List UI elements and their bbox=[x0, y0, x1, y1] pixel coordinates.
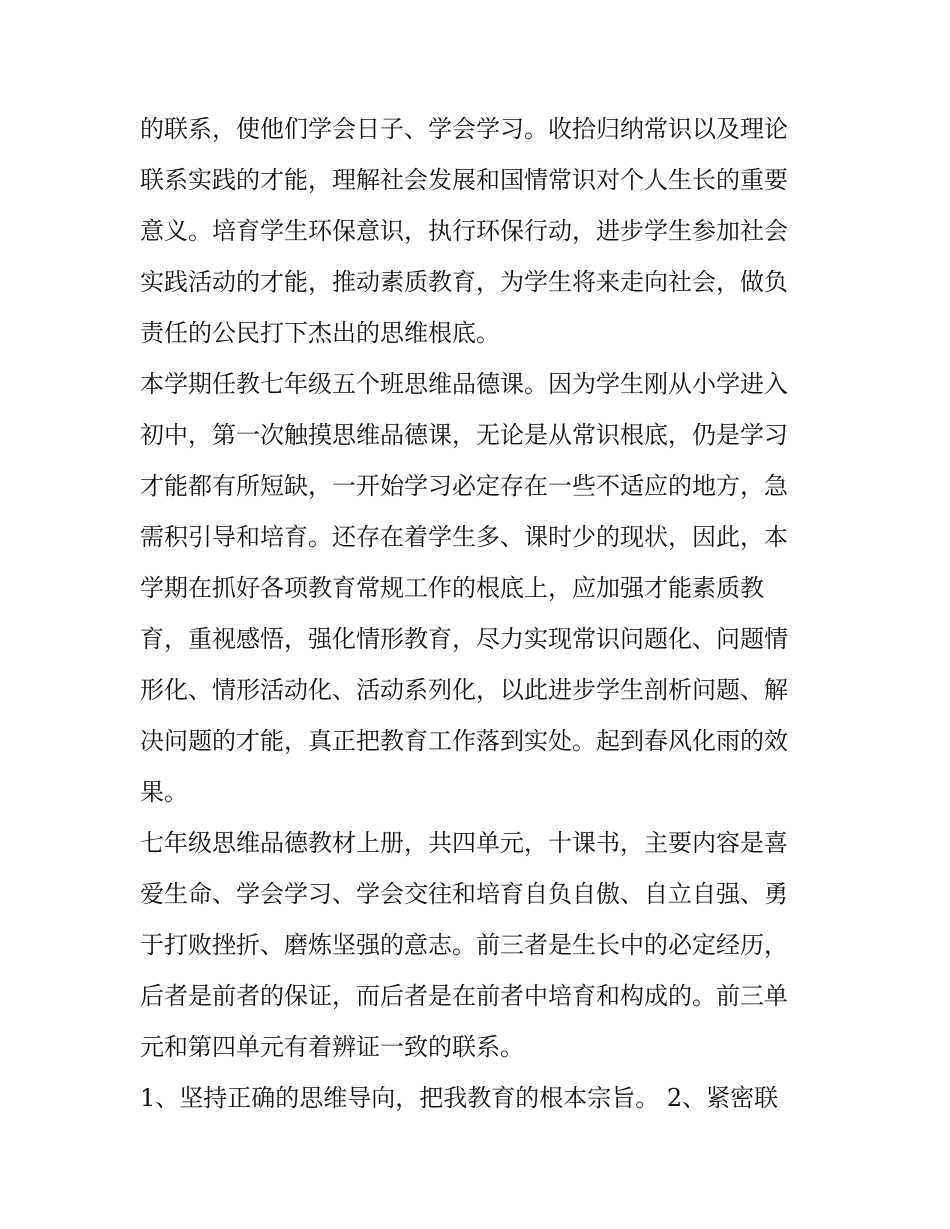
text-line-8: 才能都有所短缺，一开始学习必定存在一些不适应的地方，急 bbox=[140, 472, 788, 500]
text-line-13: 决问题的才能，真正把教育工作落到实处。起到春风化雨的效 bbox=[140, 727, 788, 755]
text-line-17: 于打败挫折、磨炼坚强的意志。前三者是生长中的必定经历， bbox=[140, 931, 788, 959]
text-line-3: 意义。培育学生环保意识，执行环保行动，进步学生参加社会 bbox=[140, 217, 788, 245]
text-line-20: 1、坚持正确的思维导向，把我教育的根本宗旨。 2、紧密联 bbox=[140, 1084, 779, 1112]
text-line-6: 本学期任教七年级五个班思维品德课。因为学生刚从小学进入 bbox=[140, 370, 788, 398]
text-line-10: 学期在抓好各项教育常规工作的根底上，应加强才能素质教 bbox=[140, 574, 764, 602]
text-line-5: 责任的公民打下杰出的思维根底。 bbox=[140, 319, 500, 347]
text-line-19: 元和第四单元有着辨证一致的联系。 bbox=[140, 1033, 524, 1061]
text-line-9: 需积引导和培育。还存在着学生多、课时少的现状，因此，本 bbox=[140, 523, 788, 551]
text-line-14: 果。 bbox=[140, 778, 188, 806]
text-line-7: 初中，第一次触摸思维品德课，无论是从常识根底，仍是学习 bbox=[140, 421, 788, 449]
text-line-16: 爱生命、学会学习、学会交往和培育自负自傲、自立自强、勇 bbox=[140, 880, 788, 908]
body-text bbox=[140, 104, 816, 1124]
text-line-12: 形化、情形活动化、活动系列化，以此进步学生剖析问题、解 bbox=[140, 676, 788, 704]
text-line-2: 联系实践的才能，理解社会发展和国情常识对个人生长的重要 bbox=[140, 166, 788, 194]
text-line-4: 实践活动的才能，推动素质教育，为学生将来走向社会，做负 bbox=[140, 268, 788, 296]
text-line-1: 的联系，使他们学会日子、学会学习。收拾归纳常识以及理论 bbox=[140, 115, 788, 143]
text-line-18: 后者是前者的保证，而后者是在前者中培育和构成的。前三单 bbox=[140, 982, 788, 1010]
text-line-15: 七年级思维品德教材上册，共四单元，十课书，主要内容是喜 bbox=[140, 829, 788, 857]
text-line-11: 育，重视感悟，强化情形教育，尽力实现常识问题化、问题情 bbox=[140, 625, 788, 653]
